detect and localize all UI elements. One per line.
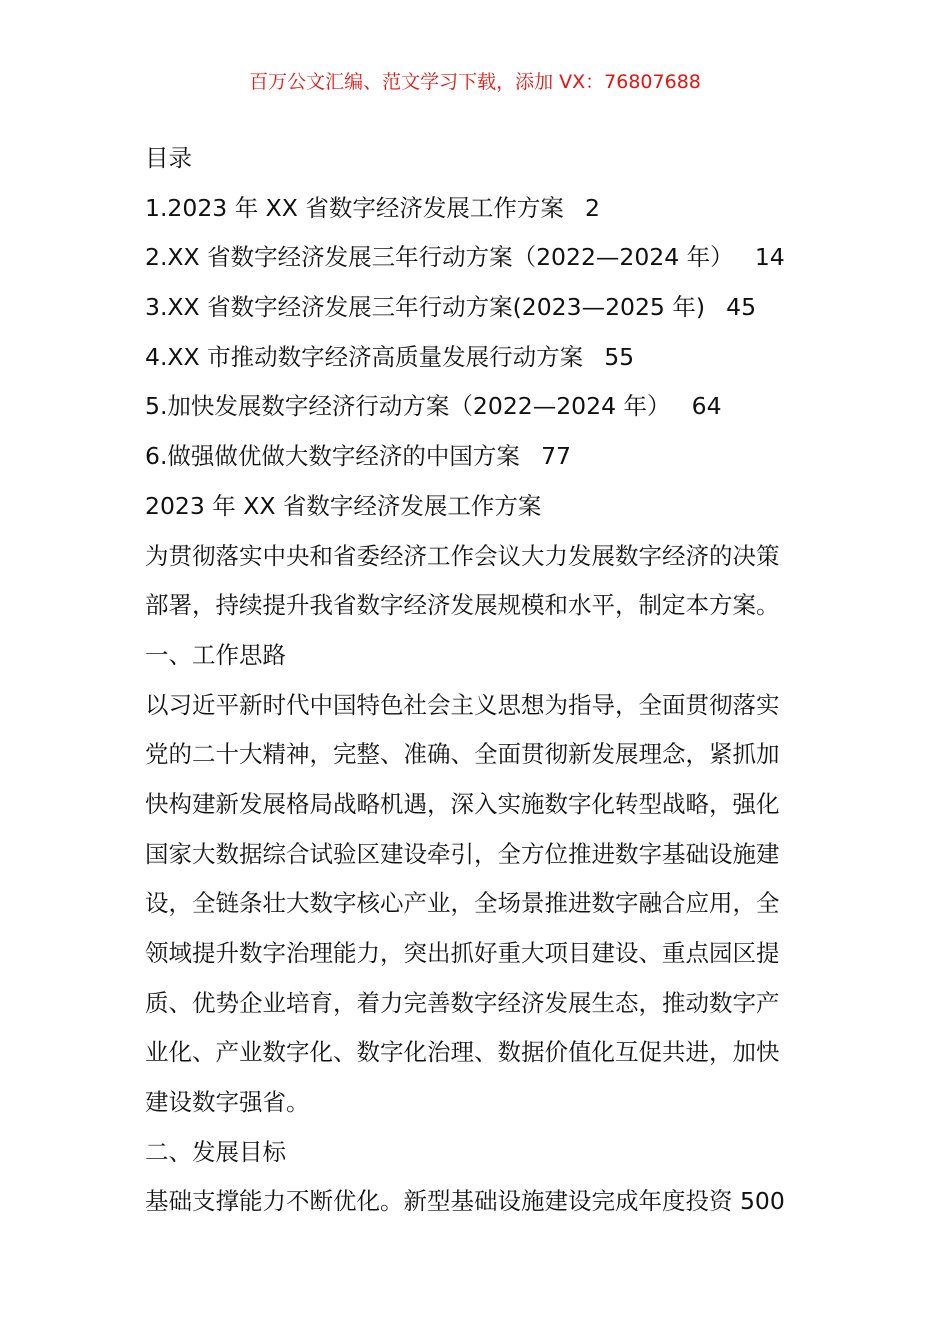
intro-line: 为贯彻落实中央和省委经济工作会议大力发展数字经济的决策 <box>145 541 780 570</box>
section-heading-development-goals: 二、发展目标 <box>145 1137 286 1166</box>
paragraph-line: 基础支撑能力不断优化。新型基础设施建设完成年度投资 500 <box>145 1187 785 1216</box>
toc-item-label: 4.XX 市推动数字经济高质量发展行动方案 <box>145 342 584 371</box>
toc-item[interactable] <box>145 382 810 432</box>
paragraph-line: 领域提升数字治理能力，突出抓好重大项目建设、重点园区提 <box>145 939 780 967</box>
toc-item-page: 45 <box>726 293 757 322</box>
section-heading-work-approach: 一、工作思路 <box>145 640 286 669</box>
toc-item-label: 5.加快发展数字经济行动方案（2022—2024 年） <box>145 392 671 421</box>
toc-item[interactable] <box>145 233 810 283</box>
paragraph-line: 业化、产业数字化、数字化治理、数据价值化互促共进，加快 <box>145 1038 780 1067</box>
toc-title: 目录 <box>145 144 192 172</box>
toc-item-page: 2 <box>584 193 600 222</box>
document-title: 2023 年 XX 省数字经济发展工作方案 <box>145 491 542 520</box>
paragraph-line: 快构建新发展格局战略机遇，深入实施数字化转型战略，强化 <box>145 789 780 818</box>
paragraph-line: 党的二十大精神，完整、准确、全面贯彻新发展理念，紧抓加 <box>145 740 780 769</box>
paragraph-line: 设，全链条壮大数字核心产业，全场景推进数字融合应用，全 <box>145 889 780 918</box>
paragraph-line: 质、优势企业培育，着力完善数字经济发展生态，推动数字产 <box>145 988 780 1017</box>
paragraph-line: 国家大数据综合试验区建设牵引，全方位推进数字基础设施建 <box>145 839 780 868</box>
toc-item-page: 77 <box>541 442 571 471</box>
toc-item-label: 1.2023 年 XX 省数字经济发展工作方案 <box>145 193 564 222</box>
paragraph-line: 以习近平新时代中国特色社会主义思想为指导，全面贯彻落实 <box>145 690 780 719</box>
intro-line: 部署，持续提升我省数字经济发展规模和水平，制定本方案。 <box>145 591 780 620</box>
toc-item-label: 3.XX 省数字经济发展三年行动方案(2023—2025 年) <box>145 293 706 322</box>
toc-item[interactable] <box>145 283 810 333</box>
toc-item[interactable] <box>145 184 810 234</box>
paragraph-line: 建设数字强省。 <box>145 1088 310 1117</box>
toc-item-page: 64 <box>691 392 722 421</box>
toc-item-label: 2.XX 省数字经济发展三年行动方案（2022—2024 年） <box>145 243 734 272</box>
toc-item[interactable] <box>145 333 810 383</box>
document-body <box>145 134 810 1227</box>
toc-item[interactable] <box>145 432 810 482</box>
watermark-header-note: 百万公文汇编、范文学习下载，添加 VX：76807688 <box>249 71 701 93</box>
toc-item-page: 55 <box>604 342 635 371</box>
toc-item-page: 14 <box>754 243 785 272</box>
toc-item-label: 6.做强做优做大数字经济的中国方案 <box>145 442 520 471</box>
